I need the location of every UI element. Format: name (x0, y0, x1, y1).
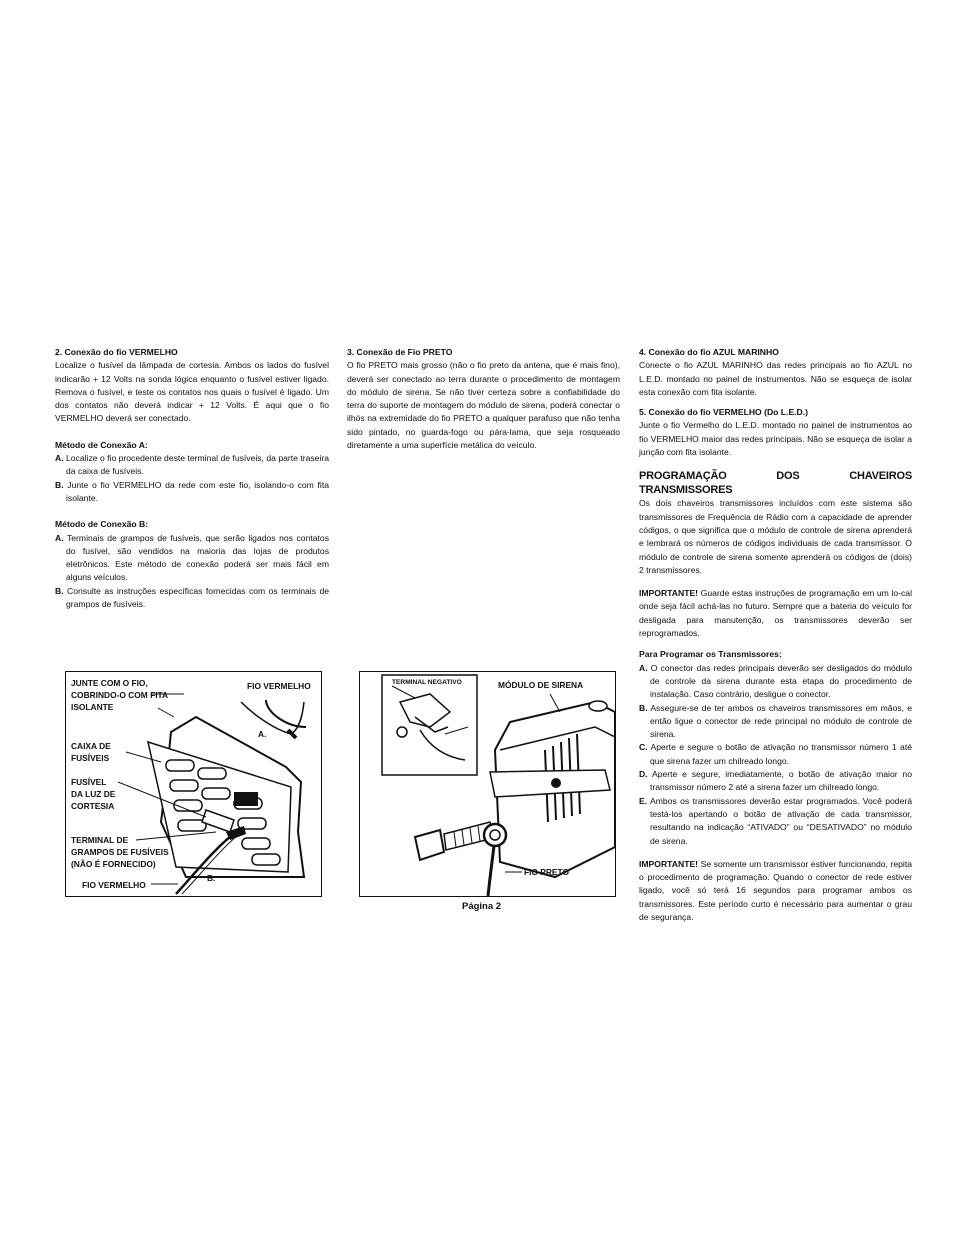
label-join: JUNTE COM O FIO, COBRINDO-O COM FITA ISOLANTE (71, 678, 169, 712)
label-fuse-clip-terminal: TERMINAL DE GRAMPOS DE FUSÍVEIS (NÃO É FORNECIDO) (71, 835, 169, 869)
section-heading-red-wire: 2. Conexão do fio VERMELHO (55, 347, 178, 357)
label-red-wire-top: FIO VERMELHO (247, 681, 311, 691)
label-negative-terminal: TERMINAL NEGATIVO (392, 679, 462, 686)
list-item: C. Aperte e segure o botão de ativação no transmissor número 1 até que sirena fazer um chilreado longo. (639, 742, 912, 766)
column-right (639, 346, 912, 924)
siren-module-illustration (360, 672, 615, 896)
list-item: A. Localize o fio procedente deste terminal de fusíveis, da parte traseira da caixa de fusíveis. (55, 453, 329, 477)
method-b-title: Método de Conexão B: (55, 519, 149, 530)
label-courtesy-fuse: FUSÍVEL DA LUZ DE CORTESIA (71, 777, 116, 811)
paragraph-black-wire: O fio PRETO mais grosso (não o fio preto da antena, que é mais fino), deverá ser conectado ao terra durante o procedimento de montagem do módulo de sirena. Se não tiver certeza sobre a confiabilidade do terra do suporte de montagem do módulo de sirena, poderá conectar o ilhós na extremidade do fio PRETO a qualquer parafuso que não tenha sido pintado, no guarda-fogo ou pára-lama, que seja rosqueado diretamente a uma superfície metálica do veículo. (347, 360, 620, 451)
list-item: D. Aperte e segure, imediatamente, o botão de ativação maior no transmissor número 2 até a sirena fazer um chilreado longo. (639, 769, 912, 793)
column-middle (347, 346, 620, 452)
section-heading-led-wire: 5. Conexão do fio VERMELHO (Do L.E.D.) (639, 407, 809, 418)
list-item: B. Assegure-se de ter ambos os chaveiros transmissores em mãos, e então ligue o conector de rede principal no módulo de controle de sirena. (639, 702, 913, 740)
label-red-wire-bottom: FIO VERMELHO (82, 880, 146, 890)
paragraph-blue-wire: Conecte o fio AZUL MARINHO das redes principais ao fio AZUL no L.E.D. montado no painel de instrumentos. Não se esqueça de isolar esta conexão com fita isolante. (639, 360, 912, 397)
list-item: B. Consulte as instruções específicas fornecidas com os terminais de grampos de fusíveis. (55, 585, 329, 610)
list-item: A. O conector das redes principais deverão ser desligados do módulo de controle da sirena durante esta etapa do procedimento de instalação. Caso contrário, desligue o conector. (639, 662, 913, 700)
list-item: E. Ambos os transmissores deverão estar programados. Você poderá testá-los apertando o botão de ativação de cada transmissor, resultando na indicação “ATIVADO” ou “DESATIVADO” no módulo de sirena. (639, 795, 912, 846)
paragraph-led-wire: Junte o fio Vermelho do L.E.D. montado no painel de instrumentos ao fio VERMELHO maior das redes principais. Não se esqueça de isolar a junção com fita isolante. (639, 420, 912, 458)
figure-siren-module (359, 671, 616, 897)
section-heading-programming: PROGRAMAÇÃO DOS CHAVEIROS TRANSMISSORES (639, 470, 912, 497)
method-a-title: Método de Conexão A: (55, 439, 148, 450)
page-number: Página 2 (462, 901, 502, 912)
column-left (55, 346, 329, 611)
figure-fuse-box (65, 671, 322, 897)
section-heading-blue-wire: 4. Conexão do fio AZUL MARINHO (639, 347, 779, 357)
label-black-wire: FIO PRETO (524, 867, 569, 877)
list-item: A. Terminais de grampos de fusíveis, que serão ligados nos contatos do fusível, são vendidos na maioria das lojas de produtos eletrônicos. Este método de conexão poderá ser mais fácil em alguns veículos. (55, 532, 329, 583)
list-item: B. Junte o fio VERMELHO da rede com este fio, isolando-o com fita isolante. (55, 479, 329, 503)
paragraph-programming: Os dois chaveiros transmissores incluídos com este sistema são transmissores de Frequência de Rádio com a capacidade de aprender códigos, o que significa que o módulo de controle de sirena aprenderá e lembrará os números de códigos individuais de cada transmissor. O módulo de controle de sirena somente aprenderá os códigos de (dois) 2 transmissores. (639, 498, 912, 575)
program-title: Para Programar os Transmissores: (639, 649, 782, 660)
label-fuse-box: CAIXA DE FUSÍVEIS (71, 741, 111, 763)
label-siren-module: MÓDULO DE SIRENA (498, 680, 584, 690)
label-a: A. (258, 729, 267, 739)
important-note-2: IMPORTANTE! Se somente um transmissor estiver funcionando, repita o procedimento de programação. Quando o conector de rede estiver ligado, você só terá 16 segundos para programar ambos os transmissores. Este período curto é necessário para aumentar o grau de segurança. (639, 858, 912, 922)
section-heading-black-wire: 3. Conexão de Fio PRETO (347, 347, 453, 357)
paragraph-red-wire: Localize o fusível da lâmpada de cortesia. Ambos os lados do fusível indicarão + 12 Volts na sonda lógica enquanto o fusível estiver ligado. Remova o fusível, e teste os contatos nos quais o fusível é ligado. Um dos contatos não deverá indicar + 12 Volts. É aqui que o fio VERMELHO deverá ser conectado. (55, 360, 329, 424)
label-b: B. (207, 873, 216, 883)
important-note-1: IMPORTANTE! Guarde estas instruções de programação em um lo-cal onde seja fácil achá-las no futuro. Sempre que a bateria do veículo for desligada para manutenção, os transmissores deverão ser reprogramados. (639, 588, 912, 639)
